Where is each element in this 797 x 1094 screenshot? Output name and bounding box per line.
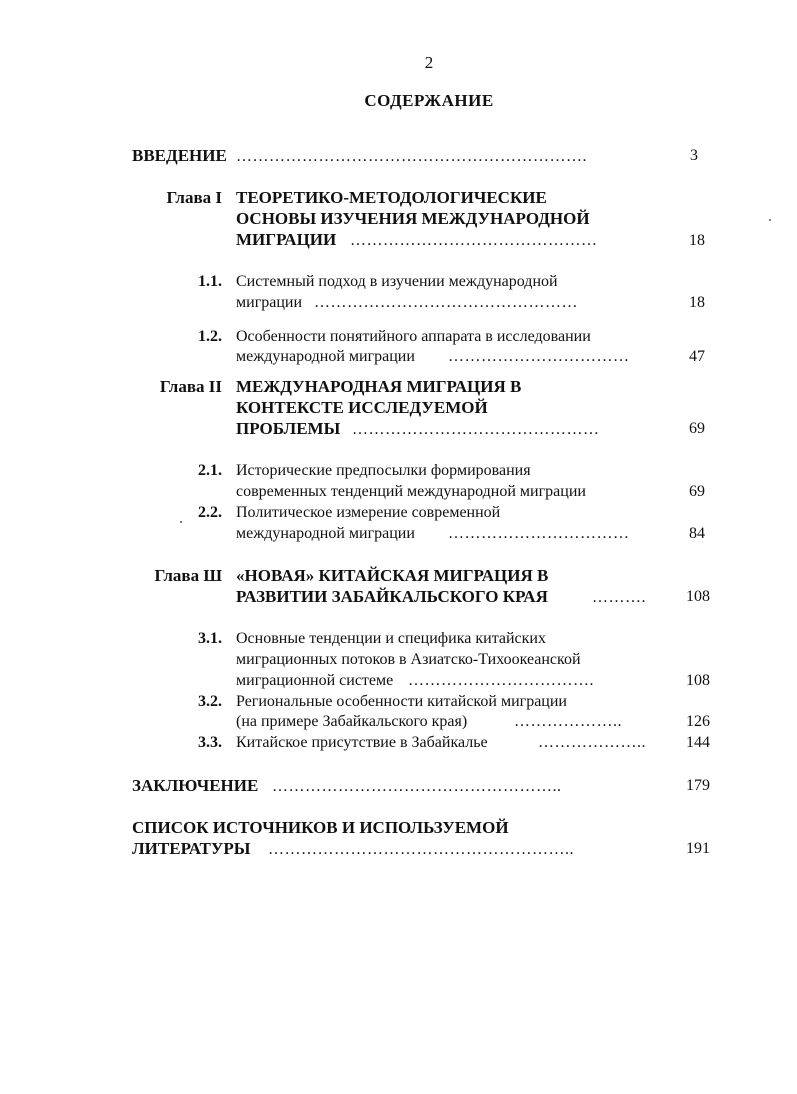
toc-section-3-1-line1: Основные тенденции и специфика китайских bbox=[236, 630, 546, 647]
toc-references-title-line2: ЛИТЕРАТУРЫ bbox=[132, 839, 251, 858]
toc-chapter-2-title-line3: ПРОБЛЕМЫ bbox=[236, 419, 341, 438]
toc-chapter-1-title-line2: ОСНОВЫ ИЗУЧЕНИЯ МЕЖДУНАРОДНОЙ bbox=[236, 209, 590, 228]
toc-chapter-1-title-line3: МИГРАЦИИ bbox=[236, 230, 337, 249]
toc-intro-title: ВВЕДЕНИЕ bbox=[132, 146, 227, 165]
toc-section-3-2-line1: Региональные особенности китайской миграции bbox=[236, 693, 567, 710]
toc-chapter-3-title-line1: «НОВАЯ» КИТАЙСКАЯ МИГРАЦИЯ В bbox=[236, 566, 549, 585]
toc-section-1-2-page: 47 bbox=[689, 348, 705, 365]
toc-chapter-1-title-line1: ТЕОРЕТИКО-МЕТОДОЛОГИЧЕСКИЕ bbox=[236, 188, 547, 207]
toc-section-3-1-line2: миграционных потоков в Азиатско-Тихоокеанской bbox=[236, 651, 581, 668]
toc-chapter-2-label: Глава II bbox=[159, 377, 222, 396]
toc-section-3-2-leader: ……………….. bbox=[514, 713, 622, 730]
toc-chapter-1-label: Глава I bbox=[166, 188, 222, 207]
toc-references-title-line1: СПИСОК ИСТОЧНИКОВ И ИСПОЛЬЗУЕМОЙ bbox=[132, 818, 509, 837]
toc-section-1-1-line2: миграции bbox=[236, 294, 303, 311]
toc-section-3-3-number: 3.3. bbox=[198, 734, 222, 751]
toc-conclusion-leader: …………………………………………….. bbox=[272, 778, 562, 795]
toc-section-2-2-leader: …………………………… bbox=[448, 525, 630, 542]
toc-intro-page: 3 bbox=[690, 147, 698, 164]
toc-references-leader: ……………………………………………….. bbox=[268, 841, 574, 858]
toc-section-3-3-page: 144 bbox=[686, 734, 710, 751]
toc-conclusion-title: ЗАКЛЮЧЕНИЕ bbox=[132, 776, 259, 795]
toc-section-3-1-number: 3.1. bbox=[198, 630, 222, 647]
toc-section-3-1-leader: ……………………………. bbox=[408, 672, 594, 689]
toc-chapter-2-title-line1: МЕЖДУНАРОДНАЯ МИГРАЦИЯ В bbox=[236, 377, 522, 396]
toc-conclusion-page: 179 bbox=[686, 777, 710, 794]
toc-chapter-2-page: 69 bbox=[689, 420, 705, 437]
toc-intro-leader: ………………………………………………………. bbox=[236, 148, 587, 165]
toc-section-3-2-page: 126 bbox=[686, 713, 710, 730]
scan-speck bbox=[180, 521, 182, 523]
page-title: СОДЕРЖАНИЕ bbox=[364, 91, 494, 110]
toc-section-1-1-number: 1.1. bbox=[198, 273, 222, 290]
toc-section-3-1-line3: миграционной системе bbox=[236, 672, 394, 689]
toc-section-2-1-page: 69 bbox=[689, 483, 705, 500]
toc-section-1-1-line1: Системный подход в изучении международной bbox=[236, 273, 558, 290]
toc-chapter-3-label: Глава Ш bbox=[154, 566, 222, 585]
toc-references-page: 191 bbox=[686, 840, 710, 857]
toc-section-2-2-line2: международной миграции bbox=[236, 525, 415, 542]
scan-speck bbox=[769, 219, 771, 221]
toc-section-1-2-number: 1.2. bbox=[198, 328, 222, 345]
toc-chapter-3-title-line2: РАЗВИТИИ ЗАБАЙКАЛЬСКОГО КРАЯ bbox=[236, 587, 548, 606]
toc-section-1-2-line1: Особенности понятийного аппарата в исследовании bbox=[236, 328, 591, 345]
toc-chapter-2-leader: ……………………………………… bbox=[352, 421, 600, 438]
toc-section-2-2-line1: Политическое измерение современной bbox=[236, 504, 501, 521]
toc-section-3-3-line1: Китайское присутствие в Забайкалье bbox=[236, 734, 488, 751]
toc-section-1-1-page: 18 bbox=[689, 294, 705, 311]
toc-section-3-3-leader: ……………….. bbox=[538, 734, 646, 751]
toc-section-2-1-line2: современных тенденций международной миграции bbox=[236, 483, 586, 500]
toc-section-3-2-line2: (на примере Забайкальского края) bbox=[236, 713, 468, 730]
toc-chapter-1-page: 18 bbox=[689, 232, 705, 249]
toc-chapter-3-page: 108 bbox=[686, 588, 710, 605]
toc-chapter-1-leader: ……………………………………… bbox=[350, 232, 598, 249]
toc-section-1-1-leader: ………………………………………… bbox=[314, 294, 578, 311]
toc-chapter-3-leader: ………. bbox=[592, 589, 646, 606]
toc-section-1-2-leader: …………………………… bbox=[448, 348, 630, 365]
toc-chapter-2-title-line2: КОНТЕКСТЕ ИССЛЕДУЕМОЙ bbox=[236, 398, 488, 417]
toc-section-2-1-number: 2.1. bbox=[198, 462, 222, 479]
toc-section-1-2-line2: международной миграции bbox=[236, 348, 415, 365]
toc-section-3-2-number: 3.2. bbox=[198, 693, 222, 710]
toc-section-3-1-page: 108 bbox=[686, 672, 710, 689]
toc-section-2-1-line1: Исторические предпосылки формирования bbox=[236, 462, 531, 479]
toc-section-2-2-number: 2.2. bbox=[198, 504, 222, 521]
toc-section-2-2-page: 84 bbox=[689, 525, 705, 542]
page-number: 2 bbox=[424, 53, 434, 72]
